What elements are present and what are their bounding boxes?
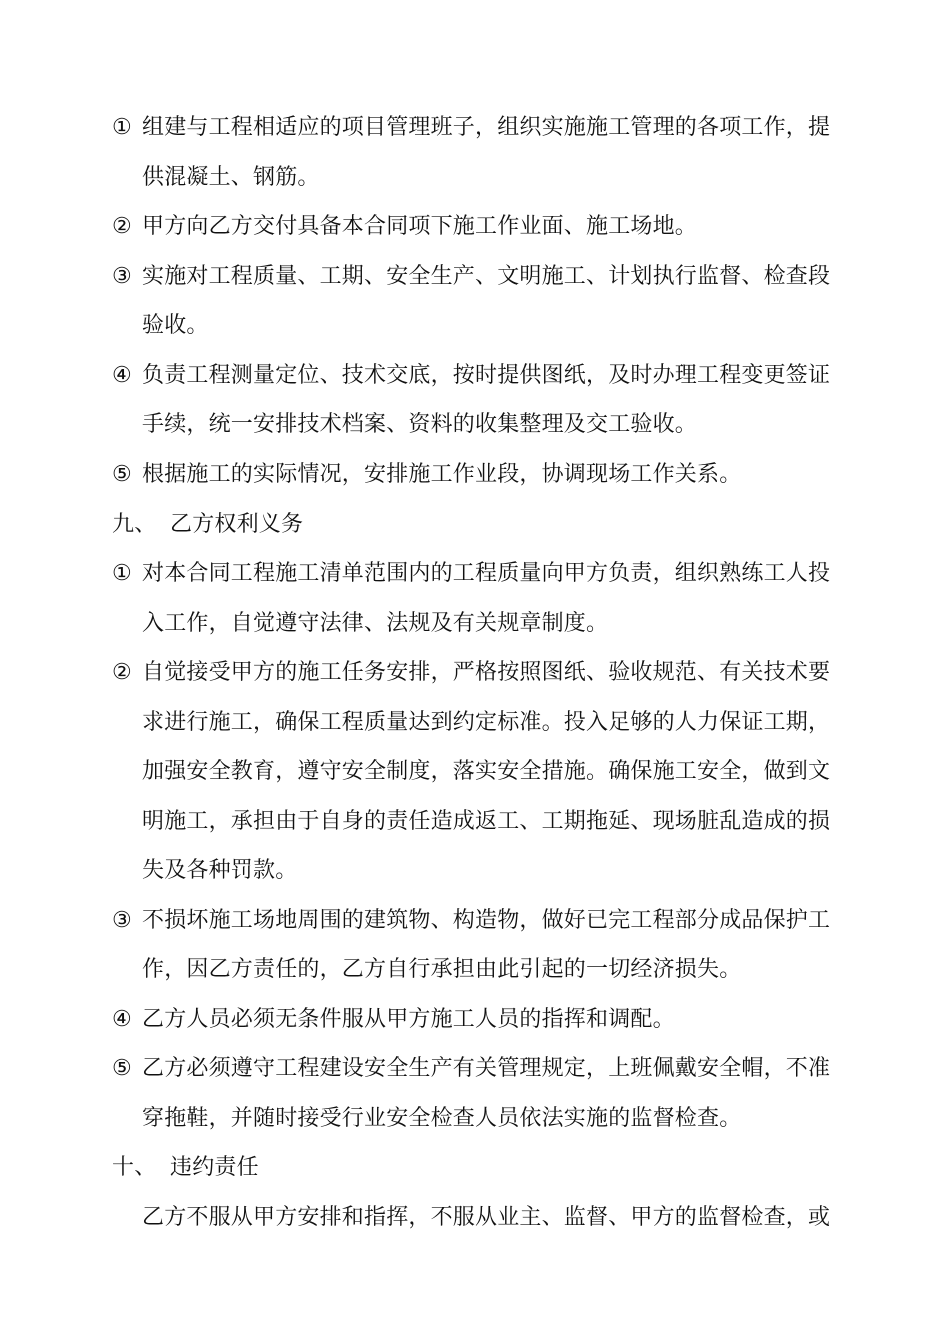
list-item-continuation: 供混凝土、钢筋。 bbox=[142, 165, 320, 190]
list-item-continuation: 验收。 bbox=[142, 313, 209, 338]
list-item bbox=[112, 212, 697, 242]
item-text: 自觉接受甲方的施工任务安排，严格按照图纸、验收规范、有关技术要 bbox=[142, 660, 831, 685]
section-title: 乙方权利义务 bbox=[170, 512, 304, 537]
item-text: 对本合同工程施工清单范围内的工程质量向甲方负责，组织熟练工人投 bbox=[142, 561, 831, 586]
item-text: 实施对工程质量、工期、安全生产、文明施工、计划执行监督、检查段 bbox=[142, 264, 831, 289]
list-item-continuation: 穿拖鞋，并随时接受行业安全检查人员依法实施的监督检查。 bbox=[142, 1106, 742, 1131]
item-marker: ④ bbox=[112, 363, 132, 388]
item-marker: ① bbox=[112, 561, 132, 586]
item-marker: ⑤ bbox=[112, 462, 132, 487]
list-item-continuation: 手续，统一安排技术档案、资料的收集整理及交工验收。 bbox=[142, 412, 698, 437]
list-item-continuation: 求进行施工，确保工程质量达到约定标准。投入足够的人力保证工期， bbox=[142, 710, 831, 735]
list-item-continuation: 明施工，承担由于自身的责任造成返工、工期拖延、现场脏乱造成的损 bbox=[142, 809, 831, 834]
list-item-continuation: 作，因乙方责任的，乙方自行承担由此引起的一切经济损失。 bbox=[142, 957, 742, 982]
section-title: 违约责任 bbox=[170, 1155, 259, 1180]
item-marker: ② bbox=[112, 214, 132, 239]
list-item bbox=[112, 559, 830, 589]
section-heading bbox=[112, 510, 303, 540]
section-number: 十、 bbox=[112, 1155, 157, 1180]
item-text: 乙方必须遵守工程建设安全生产有关管理规定，上班佩戴安全帽，不准 bbox=[142, 1056, 831, 1081]
list-item bbox=[112, 1005, 675, 1035]
list-item bbox=[112, 460, 741, 490]
item-text: 乙方人员必须无条件服从甲方施工人员的指挥和调配。 bbox=[142, 1007, 675, 1032]
item-marker: ⑤ bbox=[112, 1056, 132, 1081]
item-marker: ③ bbox=[112, 908, 132, 933]
item-text: 负责工程测量定位、技术交底，按时提供图纸，及时办理工程变更签证 bbox=[142, 363, 831, 388]
list-item-continuation: 加强安全教育，遵守安全制度，落实安全措施。确保施工安全，做到文 bbox=[142, 759, 831, 784]
list-item-continuation: 入工作，自觉遵守法律、法规及有关规章制度。 bbox=[142, 611, 609, 636]
item-marker: ② bbox=[112, 660, 132, 685]
list-item bbox=[112, 262, 830, 292]
item-text: 组建与工程相适应的项目管理班子，组织实施施工管理的各项工作，提 bbox=[142, 115, 831, 140]
list-item-continuation: 失及各种罚款。 bbox=[142, 858, 298, 883]
list-item bbox=[112, 906, 830, 936]
section-number: 九、 bbox=[112, 512, 157, 537]
item-marker: ④ bbox=[112, 1007, 132, 1032]
section-heading bbox=[112, 1153, 259, 1183]
list-item bbox=[112, 113, 830, 143]
list-item bbox=[112, 658, 830, 688]
item-text: 甲方向乙方交付具备本合同项下施工作业面、施工场地。 bbox=[142, 214, 698, 239]
item-marker: ③ bbox=[112, 264, 132, 289]
item-text: 不损坏施工场地周围的建筑物、构造物，做好已完工程部分成品保护工 bbox=[142, 908, 831, 933]
item-text: 根据施工的实际情况，安排施工作业段，协调现场工作关系。 bbox=[142, 462, 742, 487]
list-item bbox=[112, 1054, 830, 1084]
list-item bbox=[112, 361, 830, 391]
item-marker: ① bbox=[112, 115, 132, 140]
paragraph: 乙方不服从甲方安排和指挥，不服从业主、监督、甲方的监督检查，或 bbox=[142, 1205, 831, 1230]
